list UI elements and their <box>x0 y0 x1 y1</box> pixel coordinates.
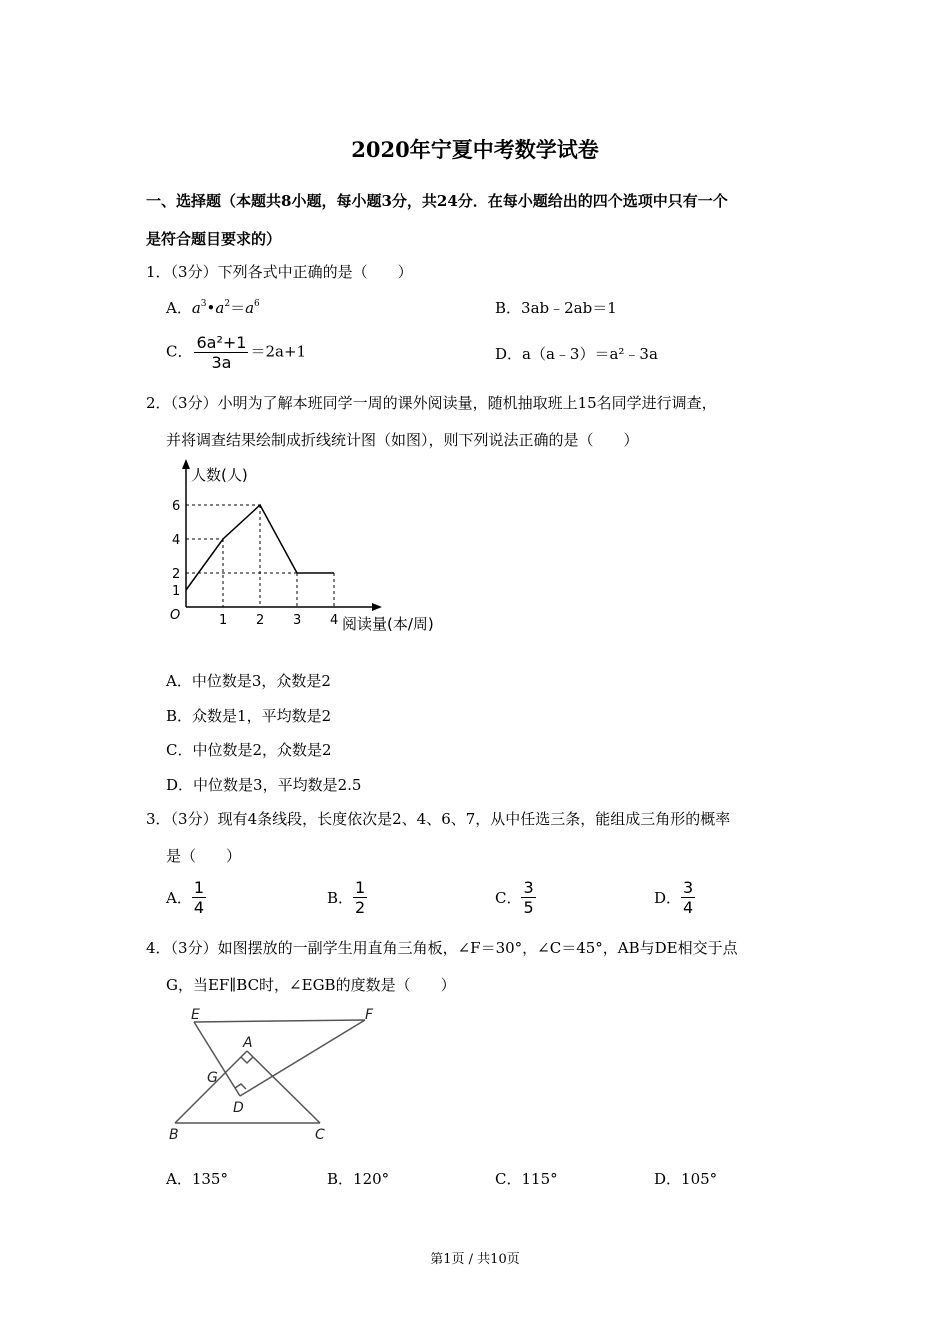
edge-ef <box>194 1020 365 1022</box>
label-c: C <box>315 1127 325 1143</box>
edge-fd <box>240 1020 365 1096</box>
x-tick-label-2: 2 <box>256 613 265 628</box>
q1-option-d-expr: a（a﹣3）＝a²﹣3a <box>522 345 658 363</box>
q3-option-b-numerator: 1 <box>355 878 366 897</box>
q3-option-a-fraction <box>192 878 206 917</box>
right-angle-mark-a <box>241 1057 253 1063</box>
label-f: F <box>365 1007 374 1023</box>
q4-option-a[interactable]: A．135° <box>166 1170 228 1188</box>
q3-stem-line1: 3．（3分）现有4条线段，长度依次是2、4、6、7，从中任选三条，能组成三角形的概率 <box>146 810 731 828</box>
y-tick-label-4: 4 <box>172 533 181 548</box>
q1-option-c-numerator: 6a²+1 <box>196 333 247 352</box>
page-footer: 第1页 / 共10页 <box>430 1252 520 1267</box>
q1-option-c[interactable] <box>166 333 306 372</box>
q4-option-b[interactable]: B．120° <box>327 1170 390 1188</box>
q3-option-a[interactable] <box>166 878 206 917</box>
y-tick-label-1: 1 <box>172 584 181 599</box>
x-tick-label-3: 3 <box>293 613 302 628</box>
q1-option-c-label: C． <box>166 342 193 361</box>
q2-stem-line1: 2．（3分）小明为了解本班同学一周的课外阅读量，随机抽取班上15名同学进行调查， <box>146 394 717 412</box>
q3-option-b[interactable] <box>327 878 367 917</box>
label-a: A <box>243 1035 253 1051</box>
q3-option-b-fraction <box>353 878 367 917</box>
q3-stem-line2: 是（ ） <box>166 847 242 865</box>
q1-option-c-rest: ＝2a+1 <box>250 342 307 361</box>
y-tick-label-2: 2 <box>172 567 181 582</box>
q3-option-c-fraction <box>521 878 535 917</box>
y-axis-arrow <box>182 459 190 469</box>
q1-option-b[interactable] <box>495 297 617 318</box>
q3-option-c-numerator: 3 <box>523 878 534 897</box>
edge-ac <box>247 1051 320 1123</box>
q2-option-c[interactable]: C．中位数是2，众数是2 <box>166 741 332 759</box>
y-tick-label-6: 6 <box>172 499 181 514</box>
q1-option-c-fraction <box>194 333 248 372</box>
right-angle-mark-d <box>235 1084 246 1089</box>
q3-option-a-label: A． <box>166 889 192 907</box>
q4-option-c[interactable]: C．115° <box>495 1170 558 1188</box>
q1-option-c-denominator: 3a <box>211 353 232 372</box>
q1-option-b-label: B． <box>495 299 522 317</box>
q3-option-d-numerator: 3 <box>683 878 694 897</box>
label-d: D <box>233 1100 244 1116</box>
q2-option-b[interactable]: B．众数是1，平均数是2 <box>166 707 332 725</box>
triangle-figure <box>160 1000 400 1145</box>
x-tick-label-4: 4 <box>330 613 339 628</box>
q2-option-d[interactable]: D．中位数是3，平均数是2.5 <box>166 776 362 794</box>
page-title: 2020年宁夏中考数学试卷 <box>351 137 599 162</box>
x-axis-title: 阅读量(本/周) <box>342 615 434 633</box>
q1-option-a-expr: $a^3•a^2=a^6$ <box>191 299 260 317</box>
q3-option-a-denominator: 4 <box>193 898 205 917</box>
y-axis-title: 人数(人) <box>191 466 248 484</box>
q3-option-c[interactable] <box>495 878 536 917</box>
reading-line-chart <box>160 455 460 640</box>
section-heading-line1: 一、选择题（本题共8小题，每小题3分，共24分．在每小题给出的四个选项中只有一个 <box>146 192 728 210</box>
x-axis-arrow <box>372 603 382 611</box>
q3-option-b-label: B． <box>327 889 354 907</box>
q1-option-a-label: A． <box>166 299 192 317</box>
label-b: B <box>169 1127 179 1143</box>
q3-option-d[interactable] <box>654 878 695 917</box>
label-g: G <box>207 1070 218 1086</box>
q3-option-a-numerator: 1 <box>193 878 205 897</box>
label-e: E <box>191 1007 200 1023</box>
q3-option-c-denominator: 5 <box>523 898 534 917</box>
q3-option-b-denominator: 2 <box>355 898 366 917</box>
q4-stem-line2: G，当EF∥BC时，∠EGB的度数是（ ） <box>166 976 456 994</box>
q3-option-d-label: D． <box>654 889 682 907</box>
x-tick-label-1: 1 <box>219 613 228 628</box>
q2-stem-line2: 并将调查结果绘制成折线统计图（如图），则下列说法正确的是（ ） <box>166 431 639 449</box>
section-heading-line2: 是符合题目要求的） <box>146 230 282 248</box>
q1-option-d[interactable] <box>495 343 658 364</box>
q1-option-d-label: D． <box>495 345 523 363</box>
q3-option-c-label: C． <box>495 889 522 907</box>
q3-option-d-denominator: 4 <box>683 898 694 917</box>
q4-option-d[interactable]: D．105° <box>654 1170 718 1188</box>
q1-stem: 1．（3分）下列各式中正确的是（ ） <box>146 263 413 281</box>
q2-option-a[interactable]: A．中位数是3，众数是2 <box>166 672 331 690</box>
q1-option-a[interactable] <box>166 297 260 318</box>
origin-label: O <box>170 608 181 623</box>
q1-option-b-expr: 3ab﹣2ab＝1 <box>521 299 617 317</box>
q3-option-d-fraction <box>681 878 695 917</box>
q4-stem-line1: 4．（3分）如图摆放的一副学生用直角三角板，∠F＝30°，∠C＝45°，AB与DE相交于点 <box>146 939 738 957</box>
